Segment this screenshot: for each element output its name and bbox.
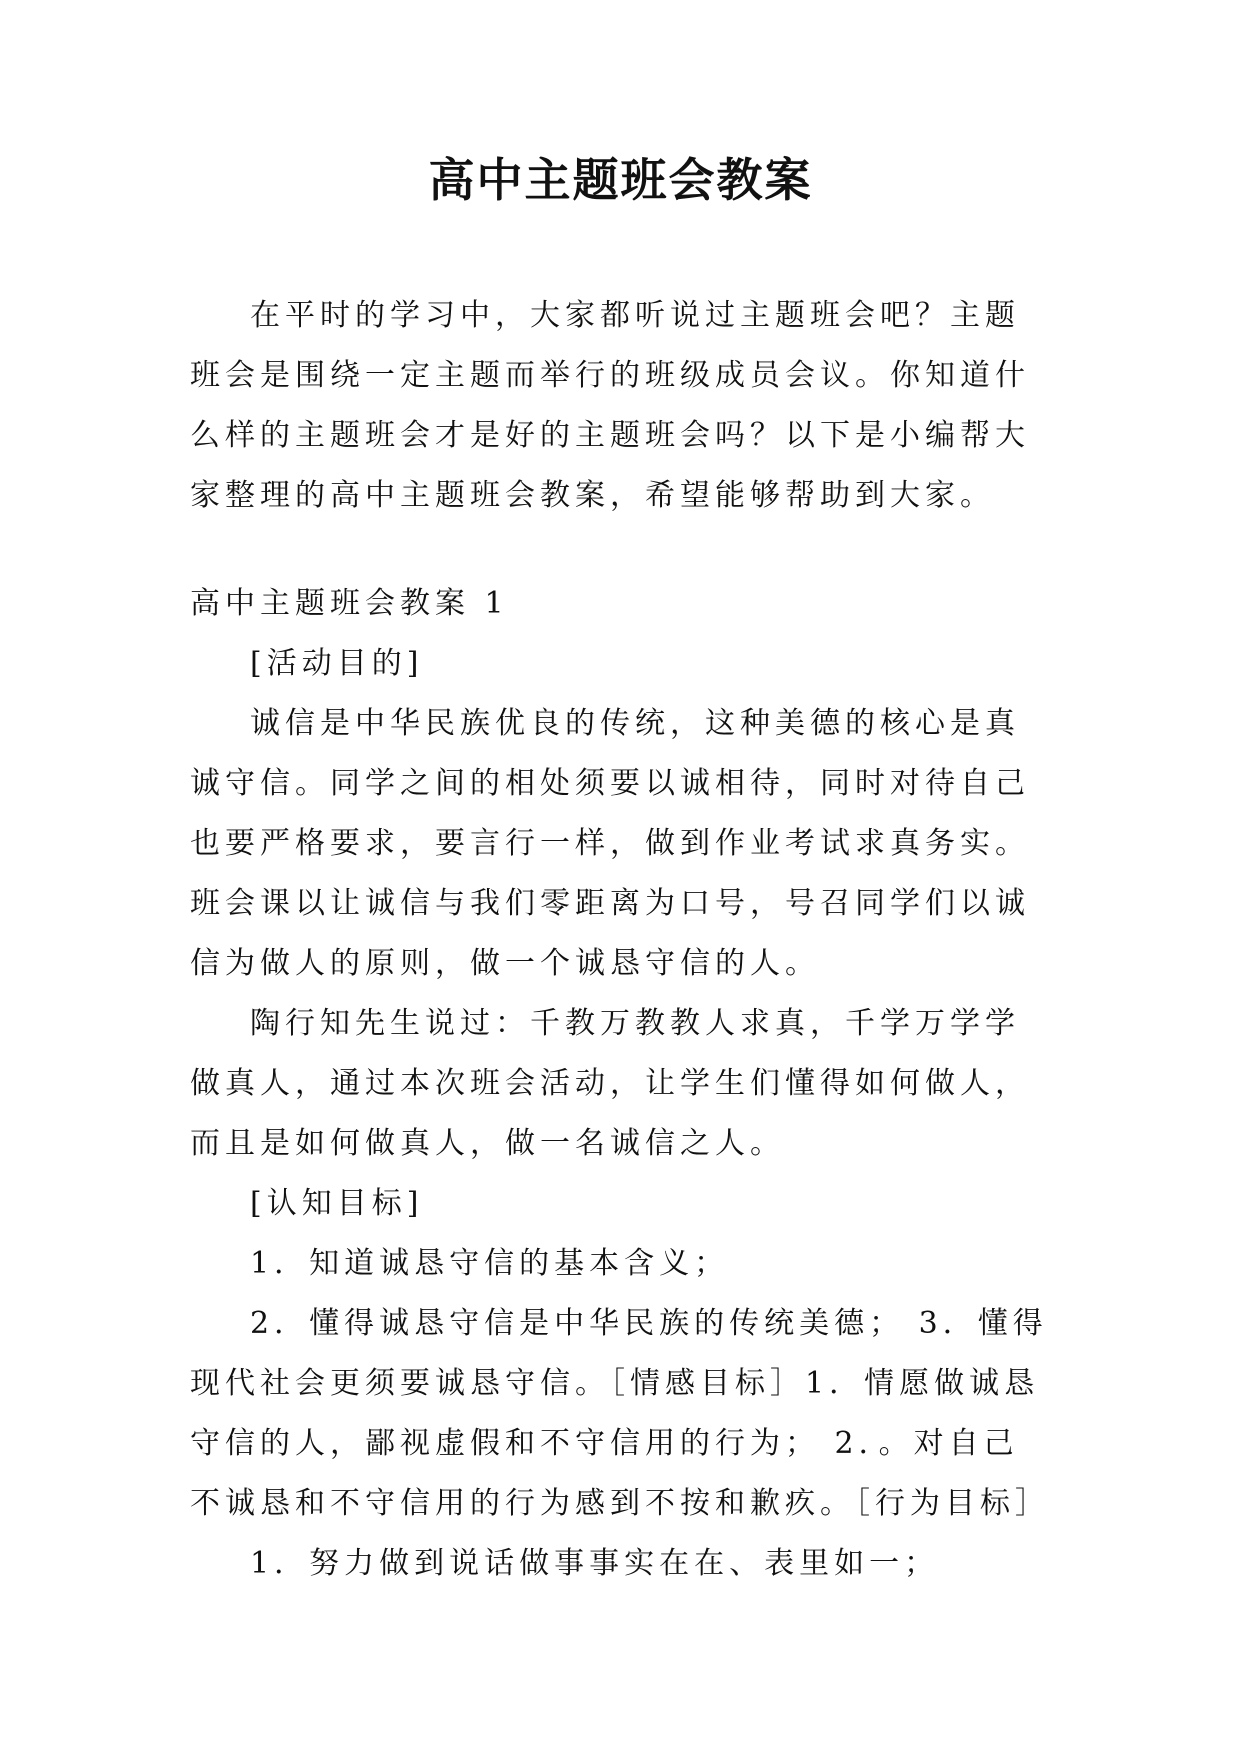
intro-paragraph: 在平时的学习中，大家都听说过主题班会吧？主题班会是围绕一定主题而举行的班级成员会议。你知道什么样的主题班会才是好的主题班会吗？以下是小编帮大家整理的高中主题班会教案，希望能够帮助到大家。 <box>190 298 1030 513</box>
goals-paragraph: 2．懂得诚恳守信是中华民族的传统美德； 3．懂得现代社会更须要诚恳守信。［情感目标］1．情愿做诚恳守信的人，鄙视虚假和不守信用的行为； 2．。对自己不诚恳和不守信用的行为感到不按和歉疚。［行为目标］ <box>190 1306 1050 1521</box>
document-title: 高中主题班会教案 <box>428 153 813 207</box>
behavior-goal-1: 1．努力做到说话做事事实在在、表里如一； <box>250 1546 940 1581</box>
paragraph-tao-quote: 陶行知先生说过：千教万教教人求真，千学万学学做真人，通过本次班会活动，让学生们懂得如何做人，而且是如何做真人，做一名诚信之人。 <box>190 1006 1030 1161</box>
activity-purpose-heading: [活动目的] <box>250 646 424 681</box>
section-block <box>190 574 1050 1594</box>
cognitive-goal-1: 1．知道诚恳守信的基本含义； <box>250 1246 730 1281</box>
intro-block <box>190 286 1050 526</box>
section-heading: 高中主题班会教案 1 <box>190 586 509 621</box>
cognitive-goals-heading: [认知目标] <box>250 1186 424 1221</box>
paragraph-integrity: 诚信是中华民族优良的传统，这种美德的核心是真诚守信。同学之间的相处须要以诚相待，同时对待自己也要严格要求，要言行一样，做到作业考试求真务实。班会课以让诚信与我们零距离为口号，号召同学们以诚信为做人的原则，做一个诚恳守信的人。 <box>190 706 1030 981</box>
